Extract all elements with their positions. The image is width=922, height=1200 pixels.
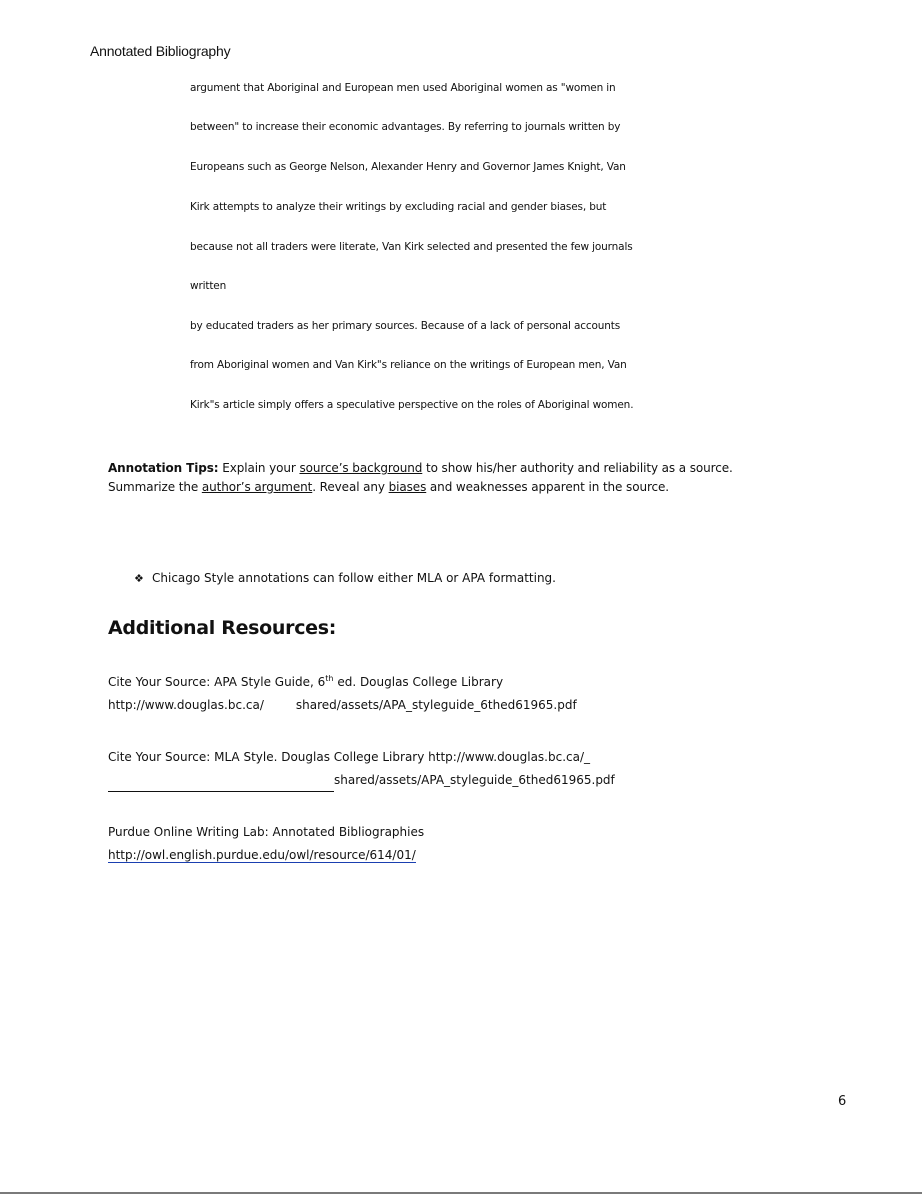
tips-underlined-term: source’s background xyxy=(299,461,423,475)
resource-url xyxy=(108,694,577,717)
tips-underlined-term: author’s argument xyxy=(201,479,313,494)
resource-url xyxy=(108,769,615,792)
paragraph-line: written xyxy=(190,280,227,292)
paragraph-line: between" to increase their economic advantages. By referring to journals written by xyxy=(190,121,621,133)
tips-text: and weaknesses apparent in the source. xyxy=(426,479,670,494)
resource-mla xyxy=(108,746,615,792)
bullet-text: Chicago Style annotations can follow either MLA or APA formatting. xyxy=(152,571,556,585)
tips-text: . Reveal any xyxy=(312,479,389,494)
paragraph-line: because not all traders were literate, Van Kirk selected and presented the few journals xyxy=(190,241,633,253)
paragraph-line: argument that Aboriginal and European men used Aboriginal women as "women in xyxy=(190,82,616,94)
tips-lead: Annotation Tips: xyxy=(108,461,219,475)
paragraph-line: Europeans such as George Nelson, Alexander Henry and Governor James Knight, Van xyxy=(190,161,626,173)
resource-apa xyxy=(108,671,577,717)
bullet-item xyxy=(134,571,556,585)
resource-url-part[interactable]: shared/assets/APA_styleguide_6thed61965.pdf xyxy=(334,773,615,787)
page-number: 6 xyxy=(838,1094,847,1109)
tips-text: Explain your xyxy=(218,461,300,475)
resource-url xyxy=(108,844,424,867)
purdue-owl-link[interactable]: http://owl.english.purdue.edu/owl/resource/614/01/ xyxy=(108,848,416,862)
running-header-title: Annotated Bibliography xyxy=(90,43,231,59)
diamond-bullet-icon: ❖ xyxy=(134,572,144,585)
resource-title: Purdue Online Writing Lab: Annotated Bibliographies xyxy=(108,825,425,839)
resource-title[interactable]: Cite Your Source: MLA Style. Douglas College Library http://www.douglas.bc.ca/_ xyxy=(108,750,591,764)
resource-purdue xyxy=(108,821,424,867)
resource-url-part[interactable]: shared/assets/APA_styleguide_6thed61965.pdf xyxy=(295,698,577,712)
paragraph-line: Kirk attempts to analyze their writings by excluding racial and gender biases, but xyxy=(190,201,607,213)
resource-title-superscript: th xyxy=(325,674,334,683)
paragraph-line: from Aboriginal women and Van Kirk"s reliance on the writings of European men, Van xyxy=(190,359,627,371)
paragraph-line: Kirk"s article simply offers a speculative perspective on the roles of Aboriginal women. xyxy=(190,399,634,411)
blank-underline xyxy=(108,777,334,792)
resource-title xyxy=(108,671,577,694)
tips-text: to show his/her authority and reliability as a source. Summarize the xyxy=(108,461,733,494)
page-bottom-border xyxy=(0,1192,922,1194)
resource-title-text: Cite Your Source: APA Style Guide, 6 xyxy=(108,675,326,689)
tips-underlined-term: biases xyxy=(388,479,427,494)
resource-title-text: ed. Douglas College Library xyxy=(333,675,504,689)
annotation-tips xyxy=(108,459,748,496)
additional-resources-heading: Additional Resources: xyxy=(108,617,337,639)
paragraph-line: by educated traders as her primary sources. Because of a lack of personal accounts xyxy=(190,320,621,332)
resource-url-part[interactable]: http://www.douglas.bc.ca/ xyxy=(108,698,264,712)
